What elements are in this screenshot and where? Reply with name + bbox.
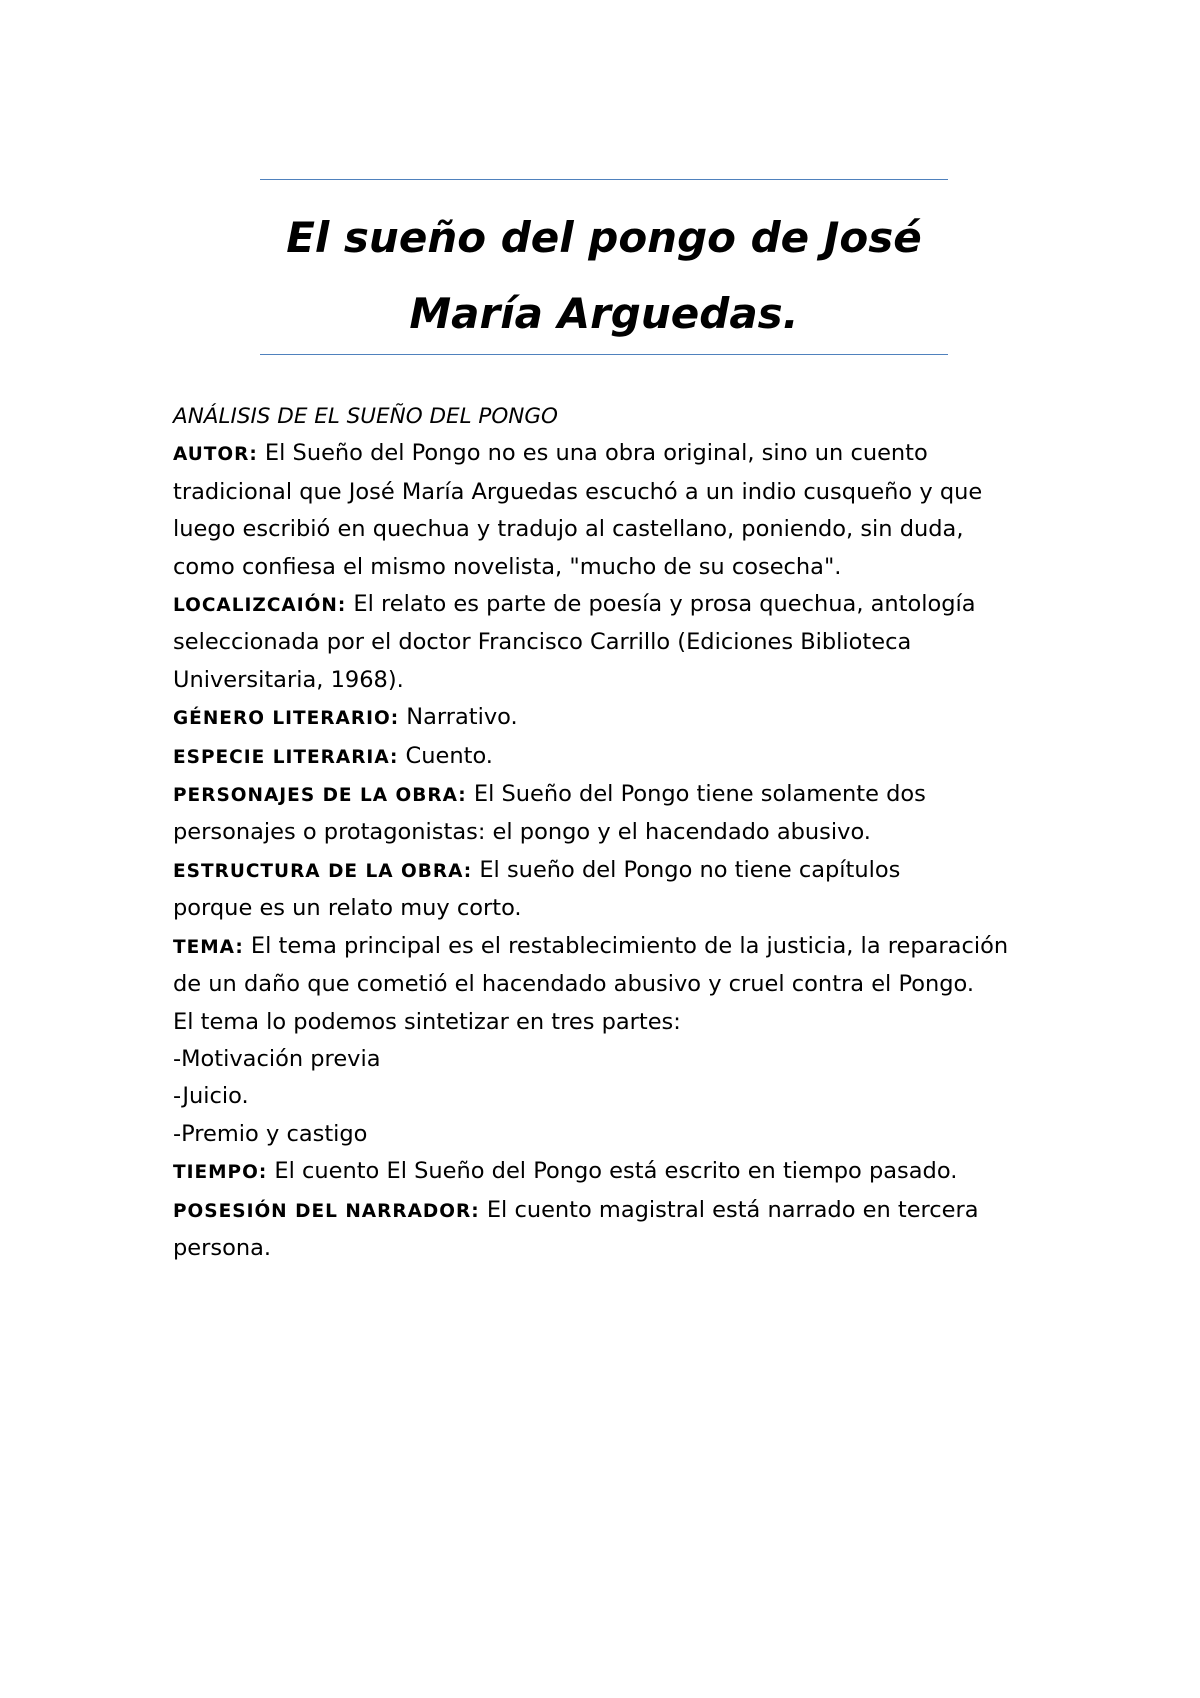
section-label: TEMA: bbox=[173, 936, 244, 958]
section-line: porque es un relato muy corto. bbox=[173, 895, 522, 922]
section-especie bbox=[173, 738, 1033, 776]
document-body bbox=[173, 398, 1033, 1267]
section-line: como confiesa el mismo novelista, "mucho de su cosecha". bbox=[173, 553, 842, 580]
list-item: -Premio y castigo bbox=[173, 1120, 368, 1147]
section-line: de un daño que cometió el hacendado abusivo y cruel contra el Pongo. bbox=[173, 971, 975, 998]
section-line: luego escribió en quechua y tradujo al castellano, poniendo, sin duda, bbox=[173, 516, 964, 543]
section-line: seleccionada por el doctor Francisco Carrillo (Ediciones Biblioteca bbox=[173, 629, 912, 656]
section-label: AUTOR: bbox=[173, 444, 258, 466]
title-line-2: María Arguedas. bbox=[409, 289, 799, 338]
section-line bbox=[173, 586, 1033, 624]
section-text: El cuento El Sueño del Pongo está escrito en tiempo pasado. bbox=[267, 1158, 958, 1185]
section-line bbox=[173, 928, 1033, 966]
section-label: ESPECIE LITERARIA: bbox=[173, 746, 399, 768]
list-item: -Motivación previa bbox=[173, 1045, 381, 1072]
section-line bbox=[173, 1153, 1033, 1191]
section-autor bbox=[173, 435, 1033, 586]
section-tema bbox=[173, 928, 1033, 1153]
section-personajes bbox=[173, 776, 1033, 852]
section-line: personajes o protagonistas: el pongo y el hacendado abusivo. bbox=[173, 819, 871, 846]
section-genero bbox=[173, 699, 1033, 737]
section-narrador bbox=[173, 1192, 1033, 1268]
section-text: El tema principal es el restablecimiento de la justicia, la reparación bbox=[243, 932, 1009, 959]
section-text: Cuento. bbox=[398, 742, 493, 769]
document-title bbox=[200, 200, 1008, 352]
section-line bbox=[173, 852, 1033, 890]
title-top-rule bbox=[260, 179, 948, 180]
section-label: LOCALIZCAIÓN: bbox=[173, 595, 347, 617]
section-estructura bbox=[173, 852, 1033, 928]
section-text: Narrativo. bbox=[399, 704, 518, 731]
section-text: El Sueño del Pongo no es una obra original, sino un cuento bbox=[257, 440, 928, 467]
section-tiempo bbox=[173, 1153, 1033, 1191]
section-line bbox=[173, 435, 1033, 473]
title-bottom-rule bbox=[260, 354, 948, 355]
section-text: El Sueño del Pongo tiene solamente dos bbox=[466, 781, 926, 808]
section-label: POSESIÓN DEL NARRADOR: bbox=[173, 1200, 480, 1222]
section-line: tradicional que José María Arguedas escuchó a un indio cusqueño y que bbox=[173, 478, 983, 505]
section-text: El cuento magistral está narrado en tercera bbox=[479, 1196, 979, 1223]
section-text: El relato es parte de poesía y prosa quechua, antología bbox=[346, 591, 976, 618]
section-line: El tema lo podemos sintetizar en tres partes: bbox=[173, 1008, 681, 1035]
section-line: Universitaria, 1968). bbox=[173, 666, 404, 693]
section-label: ESTRUCTURA DE LA OBRA: bbox=[173, 860, 473, 882]
section-localizacion bbox=[173, 586, 1033, 699]
section-label: PERSONAJES DE LA OBRA: bbox=[173, 785, 467, 807]
section-line bbox=[173, 738, 1033, 776]
section-line bbox=[173, 1192, 1033, 1230]
analysis-heading: ANÁLISIS DE EL SUEÑO DEL PONGO bbox=[173, 404, 558, 429]
section-label: GÉNERO LITERARIO: bbox=[173, 708, 400, 730]
section-line bbox=[173, 699, 1033, 737]
section-line: persona. bbox=[173, 1234, 272, 1261]
section-line bbox=[173, 776, 1033, 814]
section-text: El sueño del Pongo no tiene capítulos bbox=[472, 856, 901, 883]
section-label: TIEMPO: bbox=[173, 1162, 268, 1184]
list-item: -Juicio. bbox=[173, 1083, 249, 1110]
title-line-1: El sueño del pongo de José bbox=[286, 213, 922, 262]
